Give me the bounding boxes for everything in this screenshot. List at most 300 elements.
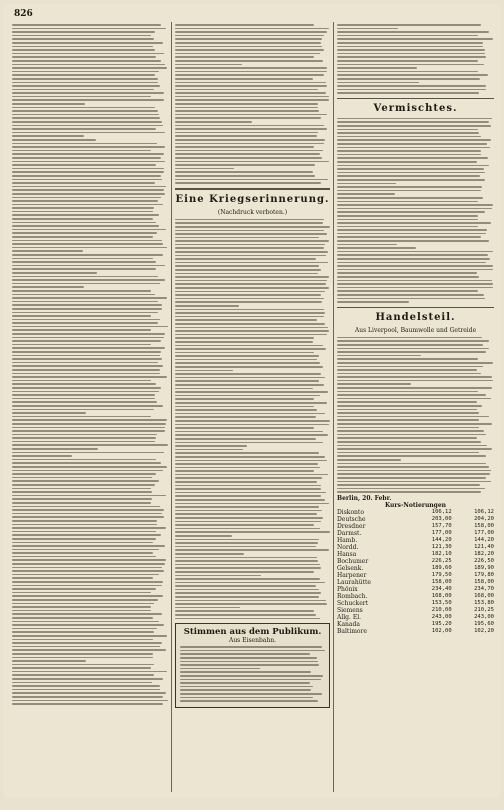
text-line xyxy=(12,459,156,461)
text-line xyxy=(175,470,314,472)
text-line xyxy=(12,60,161,62)
text-line xyxy=(12,333,165,335)
table-row xyxy=(337,509,494,516)
text-line xyxy=(175,542,318,544)
text-line xyxy=(12,552,153,554)
quote-value: 189,90 xyxy=(474,564,494,571)
text-line xyxy=(12,150,151,152)
text-line xyxy=(337,150,481,152)
text-line xyxy=(12,161,165,163)
text-line xyxy=(175,467,320,469)
text-line xyxy=(337,283,493,285)
text-line xyxy=(12,279,165,281)
text-line xyxy=(180,661,318,663)
text-line xyxy=(12,207,154,209)
section-subtitle: Aus Liverpool, Baumwolle und Getreide xyxy=(354,326,477,334)
table-row xyxy=(337,614,494,621)
text-line xyxy=(12,412,86,414)
quote-value: 195,20 xyxy=(431,620,452,627)
text-line xyxy=(12,103,85,105)
text-line xyxy=(12,588,156,590)
text-line xyxy=(337,186,482,188)
text-line xyxy=(337,427,479,429)
text-line xyxy=(12,613,162,615)
text-line xyxy=(12,531,156,533)
text-line xyxy=(337,287,493,289)
text-line xyxy=(12,617,153,619)
text-line xyxy=(12,312,158,314)
text-line xyxy=(337,344,483,346)
text-line xyxy=(12,549,159,551)
security-name: Harpener xyxy=(337,571,367,579)
text-line xyxy=(337,423,492,425)
text-line xyxy=(12,610,151,612)
table-row xyxy=(337,579,494,586)
text-line xyxy=(175,53,320,55)
security-name: Rombach. xyxy=(337,592,368,600)
text-line xyxy=(175,614,316,616)
newspaper-page xyxy=(4,4,500,798)
text-line xyxy=(12,164,156,166)
text-line xyxy=(337,229,487,231)
security-name: Dresdner xyxy=(337,522,366,530)
text-line xyxy=(337,398,491,400)
text-line xyxy=(337,233,486,235)
text-line xyxy=(337,85,486,87)
text-line xyxy=(12,599,158,601)
text-line xyxy=(175,503,329,505)
text-line xyxy=(12,470,163,472)
text-line xyxy=(12,64,165,66)
text-line xyxy=(12,452,164,454)
quote-value: 153,50 xyxy=(431,599,452,606)
text-line xyxy=(175,334,327,336)
quote-value: 121,40 xyxy=(474,543,494,550)
text-line xyxy=(175,182,321,184)
security-name: Deutsche xyxy=(337,515,366,523)
text-line xyxy=(175,549,329,551)
text-line xyxy=(175,575,261,577)
text-line xyxy=(337,369,477,371)
text-line xyxy=(12,574,159,576)
text-line xyxy=(12,304,162,306)
article-body xyxy=(175,24,330,184)
text-line xyxy=(175,121,252,123)
text-line xyxy=(175,521,321,523)
text-line xyxy=(175,618,320,620)
text-line xyxy=(12,250,83,252)
text-line xyxy=(175,560,318,562)
text-line xyxy=(175,553,244,555)
text-line xyxy=(175,46,322,48)
text-line xyxy=(175,92,326,94)
text-line xyxy=(175,571,314,573)
text-line xyxy=(12,689,160,691)
text-line xyxy=(12,466,167,468)
text-line xyxy=(175,373,321,375)
text-line xyxy=(337,92,479,94)
text-line xyxy=(337,272,477,274)
text-line xyxy=(12,193,165,195)
text-line xyxy=(12,441,155,443)
text-line xyxy=(175,359,317,361)
text-line xyxy=(12,527,166,529)
text-line xyxy=(337,129,478,131)
text-line xyxy=(12,538,156,540)
text-line xyxy=(12,258,153,260)
text-line xyxy=(12,74,155,76)
text-line xyxy=(175,596,319,598)
text-line xyxy=(337,201,478,203)
text-line xyxy=(175,524,314,526)
text-line xyxy=(337,401,477,403)
text-line xyxy=(337,71,478,73)
text-line xyxy=(175,164,315,166)
security-name: Phönix xyxy=(337,585,358,593)
text-line xyxy=(175,585,316,587)
text-line xyxy=(12,559,166,561)
quote-value: 121,30 xyxy=(431,543,452,550)
text-line xyxy=(337,211,485,213)
text-line xyxy=(12,146,165,148)
text-line xyxy=(12,214,159,216)
text-line xyxy=(12,107,155,109)
quote-value: 210,00 xyxy=(431,606,452,613)
text-line xyxy=(12,448,98,450)
notice-body xyxy=(180,646,325,702)
text-line xyxy=(12,243,163,245)
text-line xyxy=(175,380,319,382)
quote-value: 106,12 xyxy=(431,508,452,515)
text-line xyxy=(180,675,323,677)
quote-value: 177,00 xyxy=(431,529,452,536)
text-line xyxy=(175,24,314,26)
text-line xyxy=(12,362,158,364)
text-line xyxy=(12,218,153,220)
text-line xyxy=(337,193,395,195)
text-line xyxy=(12,326,168,328)
text-line xyxy=(175,499,325,501)
text-line xyxy=(12,700,168,702)
text-line xyxy=(12,401,157,403)
text-line xyxy=(337,437,477,439)
text-line xyxy=(12,143,157,145)
text-line xyxy=(175,452,319,454)
text-line xyxy=(12,639,153,641)
text-line xyxy=(337,240,489,242)
text-line xyxy=(12,135,84,137)
text-line xyxy=(337,358,478,360)
quote-value: 102,20 xyxy=(474,627,494,634)
text-line xyxy=(175,153,320,155)
text-line xyxy=(175,283,326,285)
text-line xyxy=(337,42,483,44)
table-row xyxy=(337,621,494,628)
text-line xyxy=(12,211,153,213)
text-line xyxy=(175,531,330,533)
text-line xyxy=(12,380,151,382)
text-line xyxy=(12,419,167,421)
text-line xyxy=(175,219,324,221)
text-line xyxy=(337,294,484,296)
text-line xyxy=(12,200,158,202)
text-line xyxy=(12,473,156,475)
text-line xyxy=(12,179,162,181)
text-line xyxy=(175,424,329,426)
text-line xyxy=(175,230,324,232)
text-line xyxy=(175,161,329,163)
quote-value: 204,20 xyxy=(474,515,494,522)
text-line xyxy=(337,262,486,264)
text-line xyxy=(337,161,477,163)
text-line xyxy=(12,524,157,526)
text-line xyxy=(175,362,320,364)
text-line xyxy=(175,60,323,62)
quote-value: 144,20 xyxy=(474,536,494,543)
text-line xyxy=(180,657,317,659)
article-body xyxy=(175,219,330,620)
text-line xyxy=(337,154,481,156)
text-line xyxy=(337,121,489,123)
quote-value: 195,60 xyxy=(474,620,494,627)
text-line xyxy=(175,312,325,314)
security-name: Darmst. xyxy=(337,529,362,537)
text-line xyxy=(175,395,320,397)
market-heading: Berlin, 20. Febr. xyxy=(337,494,392,502)
text-line xyxy=(12,506,160,508)
text-line xyxy=(337,416,489,418)
text-line xyxy=(337,236,481,238)
text-line xyxy=(337,183,396,185)
text-line xyxy=(12,128,156,130)
text-line xyxy=(175,132,318,134)
text-line xyxy=(337,419,479,421)
text-line xyxy=(337,190,481,192)
text-line xyxy=(175,402,327,404)
text-line xyxy=(175,175,315,177)
text-line xyxy=(175,258,316,260)
text-line xyxy=(337,269,493,271)
text-line xyxy=(175,78,313,80)
text-line xyxy=(175,117,321,119)
text-line xyxy=(12,49,155,51)
text-line xyxy=(337,405,482,407)
text-line xyxy=(12,674,154,676)
text-line xyxy=(12,682,152,684)
text-line xyxy=(180,697,313,699)
text-line xyxy=(12,121,162,123)
text-line xyxy=(12,653,153,655)
quote-value: 179,50 xyxy=(431,571,452,578)
text-line xyxy=(175,345,323,347)
text-line xyxy=(180,646,322,648)
table-row xyxy=(337,516,494,523)
text-line xyxy=(175,222,323,224)
text-line xyxy=(12,240,162,242)
text-line xyxy=(12,125,163,127)
column-rule xyxy=(333,22,334,792)
text-line xyxy=(12,398,155,400)
quote-value: 102,00 xyxy=(431,627,452,634)
text-line xyxy=(175,56,314,58)
text-line xyxy=(12,31,155,33)
text-line xyxy=(175,301,322,303)
text-line xyxy=(337,254,488,256)
text-line xyxy=(12,484,155,486)
text-line xyxy=(337,38,493,40)
text-line xyxy=(12,606,151,608)
text-line xyxy=(12,28,166,30)
text-line xyxy=(12,434,157,436)
quote-value: 203,00 xyxy=(431,515,452,522)
column-rule xyxy=(171,22,172,792)
text-line xyxy=(175,477,322,479)
text-line xyxy=(175,442,323,444)
text-line xyxy=(175,71,327,73)
notice-title: Stimmen aus dem Publikum. xyxy=(183,627,322,638)
section-divider xyxy=(337,98,494,99)
text-line xyxy=(175,247,324,249)
text-line xyxy=(175,146,314,148)
text-line xyxy=(12,427,165,429)
text-line xyxy=(12,272,97,274)
text-line xyxy=(337,132,479,134)
text-line xyxy=(175,406,314,408)
security-name: Hamb. xyxy=(337,536,358,544)
text-line xyxy=(175,265,319,267)
text-line xyxy=(175,485,321,487)
text-line xyxy=(337,290,478,292)
text-line xyxy=(12,671,167,673)
text-line xyxy=(180,682,310,684)
text-line xyxy=(337,380,493,382)
text-line xyxy=(12,513,162,515)
text-line xyxy=(12,664,154,666)
text-line xyxy=(175,578,320,580)
text-line xyxy=(175,420,330,422)
article-body xyxy=(337,337,494,493)
text-line xyxy=(12,351,161,353)
text-line xyxy=(12,71,159,73)
text-line xyxy=(337,455,486,457)
text-line xyxy=(337,219,478,221)
text-line xyxy=(337,28,398,30)
text-line xyxy=(337,470,491,472)
text-line xyxy=(12,290,151,292)
text-line xyxy=(175,416,316,418)
text-line xyxy=(12,261,156,263)
text-line xyxy=(12,232,157,234)
text-line xyxy=(12,175,161,177)
quote-value: 153,80 xyxy=(474,599,494,606)
text-line xyxy=(12,197,161,199)
section-title-kriegserinnerung: Eine Kriegserinnerung. xyxy=(175,193,330,205)
text-line xyxy=(175,427,314,429)
text-line xyxy=(12,516,164,518)
text-line xyxy=(12,444,168,446)
text-line xyxy=(337,391,478,393)
text-line xyxy=(337,147,490,149)
column-right xyxy=(337,22,494,792)
text-line xyxy=(175,262,328,264)
text-line xyxy=(337,491,481,493)
text-line xyxy=(12,247,167,249)
quote-value: 157,70 xyxy=(431,522,452,529)
text-line xyxy=(175,114,327,116)
text-line xyxy=(12,337,164,339)
quote-value: 189,60 xyxy=(431,564,452,571)
text-line xyxy=(175,74,324,76)
text-line xyxy=(12,509,164,511)
column-left xyxy=(12,22,168,792)
text-line xyxy=(12,294,155,296)
text-line xyxy=(175,610,314,612)
text-line xyxy=(337,35,478,37)
text-line xyxy=(337,459,401,461)
text-line xyxy=(175,463,318,465)
text-line xyxy=(175,150,323,152)
text-line xyxy=(175,139,325,141)
security-name: Bochumer xyxy=(337,557,369,565)
table-row xyxy=(337,530,494,537)
text-line xyxy=(12,114,159,116)
text-line xyxy=(337,179,485,181)
text-line xyxy=(12,56,156,58)
text-line xyxy=(175,269,321,271)
text-line xyxy=(12,315,151,317)
text-line xyxy=(175,366,323,368)
text-line xyxy=(12,660,86,662)
text-line xyxy=(175,179,328,181)
text-line xyxy=(12,24,161,26)
text-line xyxy=(175,370,233,372)
text-line xyxy=(12,308,162,310)
quote-value: 243,00 xyxy=(431,613,452,620)
text-line xyxy=(175,226,330,228)
quote-value: 243,00 xyxy=(474,613,494,620)
text-line xyxy=(12,692,166,694)
text-line xyxy=(175,488,321,490)
text-line xyxy=(175,143,324,145)
text-line xyxy=(175,157,322,159)
text-line xyxy=(337,466,489,468)
text-line xyxy=(12,477,152,479)
quote-value: 168,00 xyxy=(431,592,452,599)
text-line xyxy=(12,495,166,497)
section-divider xyxy=(337,307,494,308)
security-name: Allg. El. xyxy=(337,613,362,621)
quote-value: 226,50 xyxy=(474,557,494,564)
text-line xyxy=(12,621,159,623)
text-line xyxy=(175,319,317,321)
text-line xyxy=(337,136,481,138)
text-line xyxy=(12,53,164,55)
text-line xyxy=(12,635,167,637)
text-line xyxy=(12,416,151,418)
text-line xyxy=(12,534,161,536)
text-line xyxy=(337,445,487,447)
text-line xyxy=(337,125,491,127)
security-name: Siemens xyxy=(337,606,363,614)
text-line xyxy=(337,165,489,167)
text-line xyxy=(12,405,163,407)
security-name: Diskonto xyxy=(337,508,364,516)
text-line xyxy=(12,186,166,188)
table-row xyxy=(337,558,494,565)
text-line xyxy=(175,125,324,127)
text-line xyxy=(337,31,489,33)
text-line xyxy=(180,653,310,655)
